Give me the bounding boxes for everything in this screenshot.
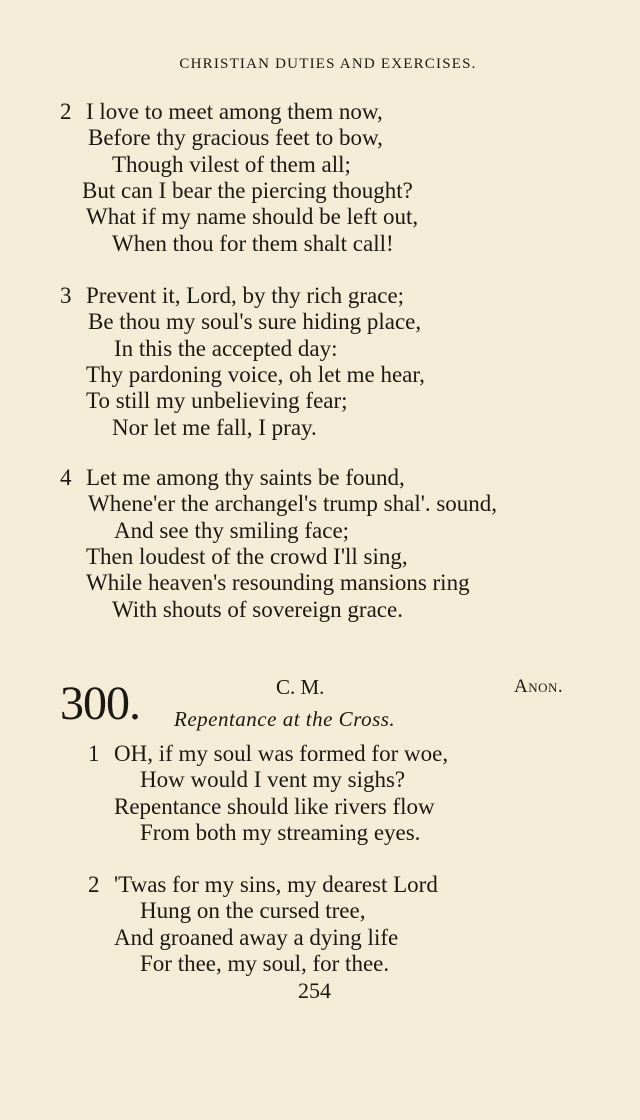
verse-line: Before thy gracious feet to bow, [88,125,383,150]
verse-line: Though vilest of them all; [112,152,351,177]
hymn-meter: C. M. [276,675,325,699]
verse-line: Whene'er the archangel's trump shal'. sound, [88,491,498,516]
verse-line: Prevent it, Lord, by thy rich grace; [86,283,405,308]
stanza-number: 2 [88,872,100,897]
verse-line: From both my streaming eyes. [140,820,421,845]
verse-line: Then loudest of the crowd I'll sing, [86,544,408,569]
hymn-number: 300. [60,677,140,730]
verse-line: When thou for them shalt call! [112,231,394,256]
verse-line: For thee, my soul, for thee. [140,951,390,976]
verse-line: Thy pardoning voice, oh let me hear, [86,362,425,387]
verse-line: How would I vent my sighs? [140,767,406,792]
hymn-author: Anon. [514,676,564,697]
verse-line: What if my name should be left out, [86,204,419,229]
page-number: 254 [298,978,331,1003]
verse-line: I love to meet among them now, [86,99,383,124]
verse-line: Let me among thy saints be found, [86,465,405,490]
verse-line: While heaven's resounding mansions ring [86,570,470,595]
verse-line: OH, if my soul was formed for woe, [114,741,449,766]
hymn-title: Repentance at the Cross. [174,707,396,731]
verse-line: And groaned away a dying life [114,925,399,950]
verse-line: Repentance should like rivers flow [114,794,435,819]
verse-line: In this the accepted day: [114,336,338,361]
stanza-number: 4 [60,465,72,490]
verse-line: And see thy smiling face; [114,518,350,543]
stanza-number: 3 [60,283,72,308]
verse-line: To still my unbelieving fear; [86,388,348,413]
stanza-number: 2 [60,99,72,124]
verse-line: 'Twas for my sins, my dearest Lord [114,872,438,897]
verse-line: Nor let me fall, I pray. [112,415,317,440]
stanza-number: 1 [88,741,100,766]
verse-line: With shouts of sovereign grace. [112,597,403,622]
verse-line: Be thou my soul's sure hiding place, [88,309,422,334]
running-header: CHRISTIAN DUTIES AND EXERCISES. [179,56,477,72]
verse-line: But can I bear the piercing thought? [82,178,413,203]
verse-line: Hung on the cursed tree, [140,898,366,923]
